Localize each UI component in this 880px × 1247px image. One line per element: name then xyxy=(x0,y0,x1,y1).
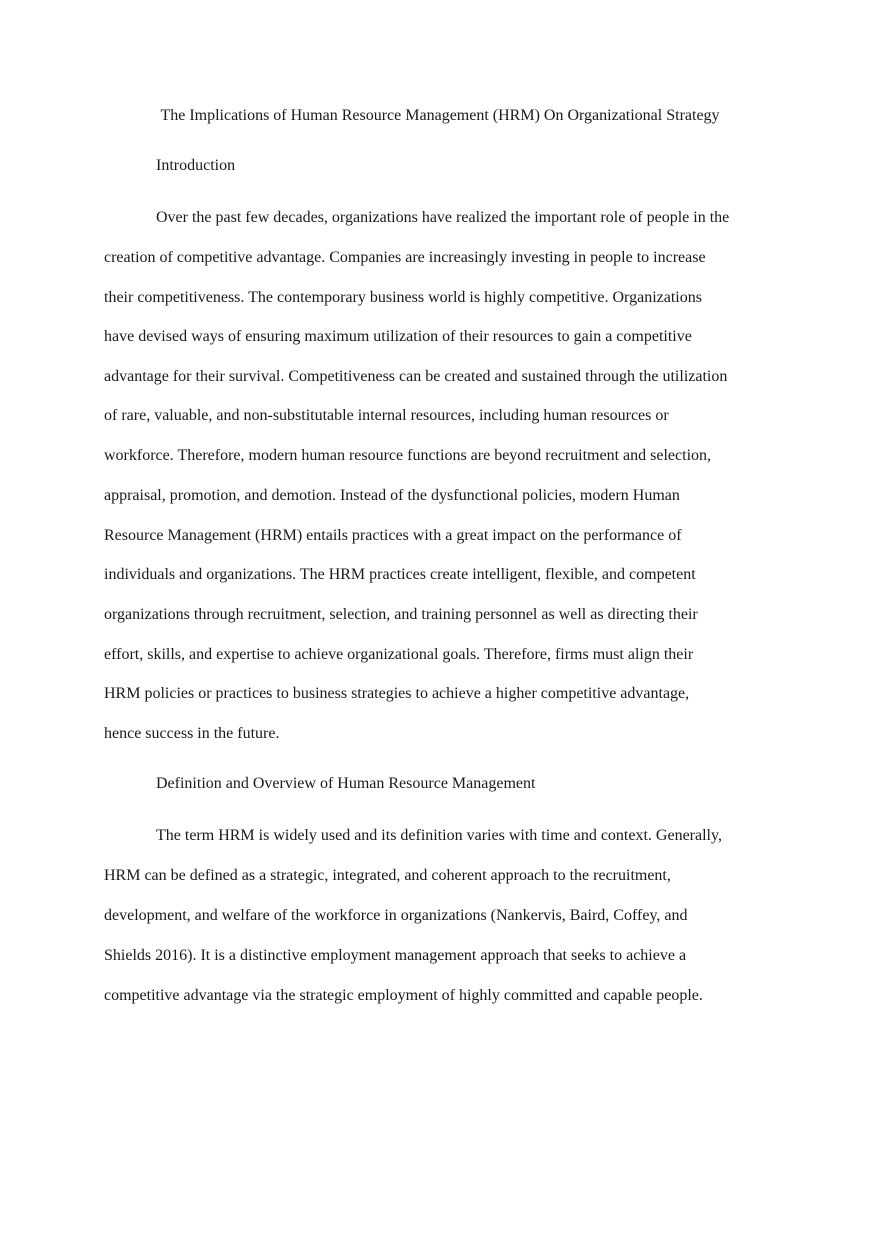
paragraph-line: organizations through recruitment, selection, and training personnel as well as directing their xyxy=(104,606,698,623)
paragraph-line: individuals and organizations. The HRM practices create intelligent, flexible, and competent xyxy=(104,566,696,583)
paragraph-line: advantage for their survival. Competitiveness can be created and sustained through the utilization xyxy=(104,368,728,385)
paragraph-line: have devised ways of ensuring maximum utilization of their resources to gain a competitive xyxy=(104,328,692,345)
paragraph-line: competitive advantage via the strategic employment of highly committed and capable people. xyxy=(104,987,703,1004)
paragraph-line: Resource Management (HRM) entails practices with a great impact on the performance of xyxy=(104,527,682,544)
paragraph-line: their competitiveness. The contemporary business world is highly competitive. Organizations xyxy=(104,289,702,306)
section-heading-definition: Definition and Overview of Human Resource Management xyxy=(156,775,536,792)
paragraph-line: appraisal, promotion, and demotion. Instead of the dysfunctional policies, modern Human xyxy=(104,487,680,504)
paragraph-line: HRM can be defined as a strategic, integrated, and coherent approach to the recruitment, xyxy=(104,867,671,884)
section-heading-introduction: Introduction xyxy=(156,157,236,174)
paragraph-line: workforce. Therefore, modern human resource functions are beyond recruitment and selection, xyxy=(104,447,712,464)
paragraph-line: effort, skills, and expertise to achieve organizational goals. Therefore, firms must align their xyxy=(104,646,694,663)
paragraph-line: of rare, valuable, and non-substitutable internal resources, including human resources or xyxy=(104,407,669,424)
paragraph-line: hence success in the future. xyxy=(104,725,280,742)
paragraph-line: Over the past few decades, organizations have realized the important role of people in the xyxy=(156,209,730,226)
paragraph-line: creation of competitive advantage. Companies are increasingly investing in people to increase xyxy=(104,249,706,266)
paragraph-line: Shields 2016). It is a distinctive employment management approach that seeks to achieve a xyxy=(104,947,687,964)
paragraph-line: The term HRM is widely used and its definition varies with time and context. Generally, xyxy=(156,827,722,844)
paragraph-line: development, and welfare of the workforce in organizations (Nankervis, Baird, Coffey, and xyxy=(104,907,688,924)
document-title: The Implications of Human Resource Management (HRM) On Organizational Strategy xyxy=(160,107,720,124)
paragraph-line: HRM policies or practices to business strategies to achieve a higher competitive advantage, xyxy=(104,685,690,702)
